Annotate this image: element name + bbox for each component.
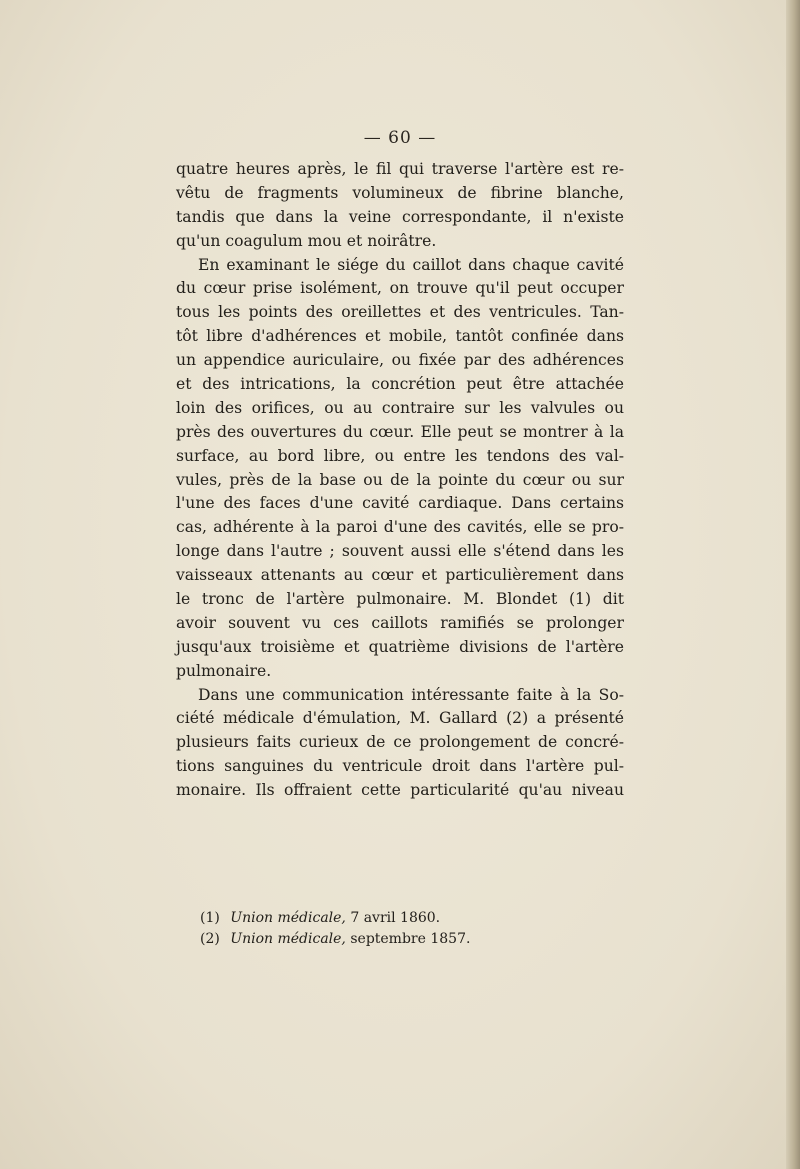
text-line: jusqu'aux troisième et quatrième divisions de l'artère (176, 637, 624, 656)
text-line: vaisseaux attenants au cœur et particulièrement dans (176, 566, 624, 585)
text-line: l'une des faces d'une cavité cardiaque. Dans certains (176, 494, 624, 513)
body-text (176, 158, 624, 803)
text-line: loin des orifices, ou au contraire sur les valvules ou (176, 398, 624, 417)
text-line: vêtu de fragments volumineux de fibrine blanche, (176, 183, 624, 202)
text-line: ciété médicale d'émulation, M. Gallard (2) a présenté (176, 709, 624, 728)
text-line: et des intrications, la concrétion peut être attachée (176, 375, 624, 394)
text-line: monaire. Ils offraient cette particularité qu'au niveau (176, 781, 624, 800)
footnote-source: Union médicale, (230, 930, 346, 947)
text-line: près des ouvertures du cœur. Elle peut se montrer à la (176, 422, 624, 441)
page-number: — 60 — (363, 128, 437, 148)
text-line: un appendice auriculaire, ou fixée par des adhérences (176, 351, 624, 370)
text-line: tandis que dans la veine correspondante, il n'existe (176, 207, 624, 226)
text-line: du cœur prise isolément, on trouve qu'il peut occuper (176, 279, 624, 298)
text-line: cas, adhérente à la paroi d'une des cavités, elle se pro- (176, 518, 624, 537)
footnote (200, 908, 620, 929)
footnote-date: 7 avril 1860. (350, 910, 441, 926)
text-line: le tronc de l'artère pulmonaire. M. Blondet (1) dit (176, 590, 624, 609)
text-line: longe dans l'autre ; souvent aussi elle s'étend dans les (176, 542, 624, 561)
footnote-number: (2) (200, 930, 220, 947)
text-line: quatre heures après, le fil qui traverse l'artère est re- (176, 160, 624, 178)
footnotes (200, 908, 620, 949)
text-line: tôt libre d'adhérences et mobile, tantôt confinée dans (176, 327, 624, 346)
text-line: surface, au bord libre, ou entre les tendons des val- (176, 446, 624, 465)
text-line: tions sanguines du ventricule droit dans l'artère pul- (176, 757, 624, 776)
page-edge (786, 0, 800, 1169)
text-line: pulmonaire. (176, 661, 272, 680)
footnote-date: septembre 1857. (350, 930, 471, 947)
paragraph-start-line: Dans une communication intéressante faite à la So- (198, 685, 624, 704)
footnote-source: Union médicale, (230, 910, 346, 926)
text-line: vules, près de la base ou de la pointe du cœur ou sur (176, 470, 624, 489)
text-line: plusieurs faits curieux de ce prolongement de concré- (176, 733, 624, 752)
footnote-number: (1) (200, 910, 220, 926)
paragraph-start-line: En examinant le siége du caillot dans chaque cavité (198, 255, 624, 274)
text-line: avoir souvent vu ces caillots ramifiés se prolonger (176, 613, 624, 632)
text-line: qu'un coagulum mou et noirâtre. (176, 231, 437, 250)
footnote (200, 929, 620, 950)
text-line: tous les points des oreillettes et des ventricules. Tan- (176, 303, 624, 322)
